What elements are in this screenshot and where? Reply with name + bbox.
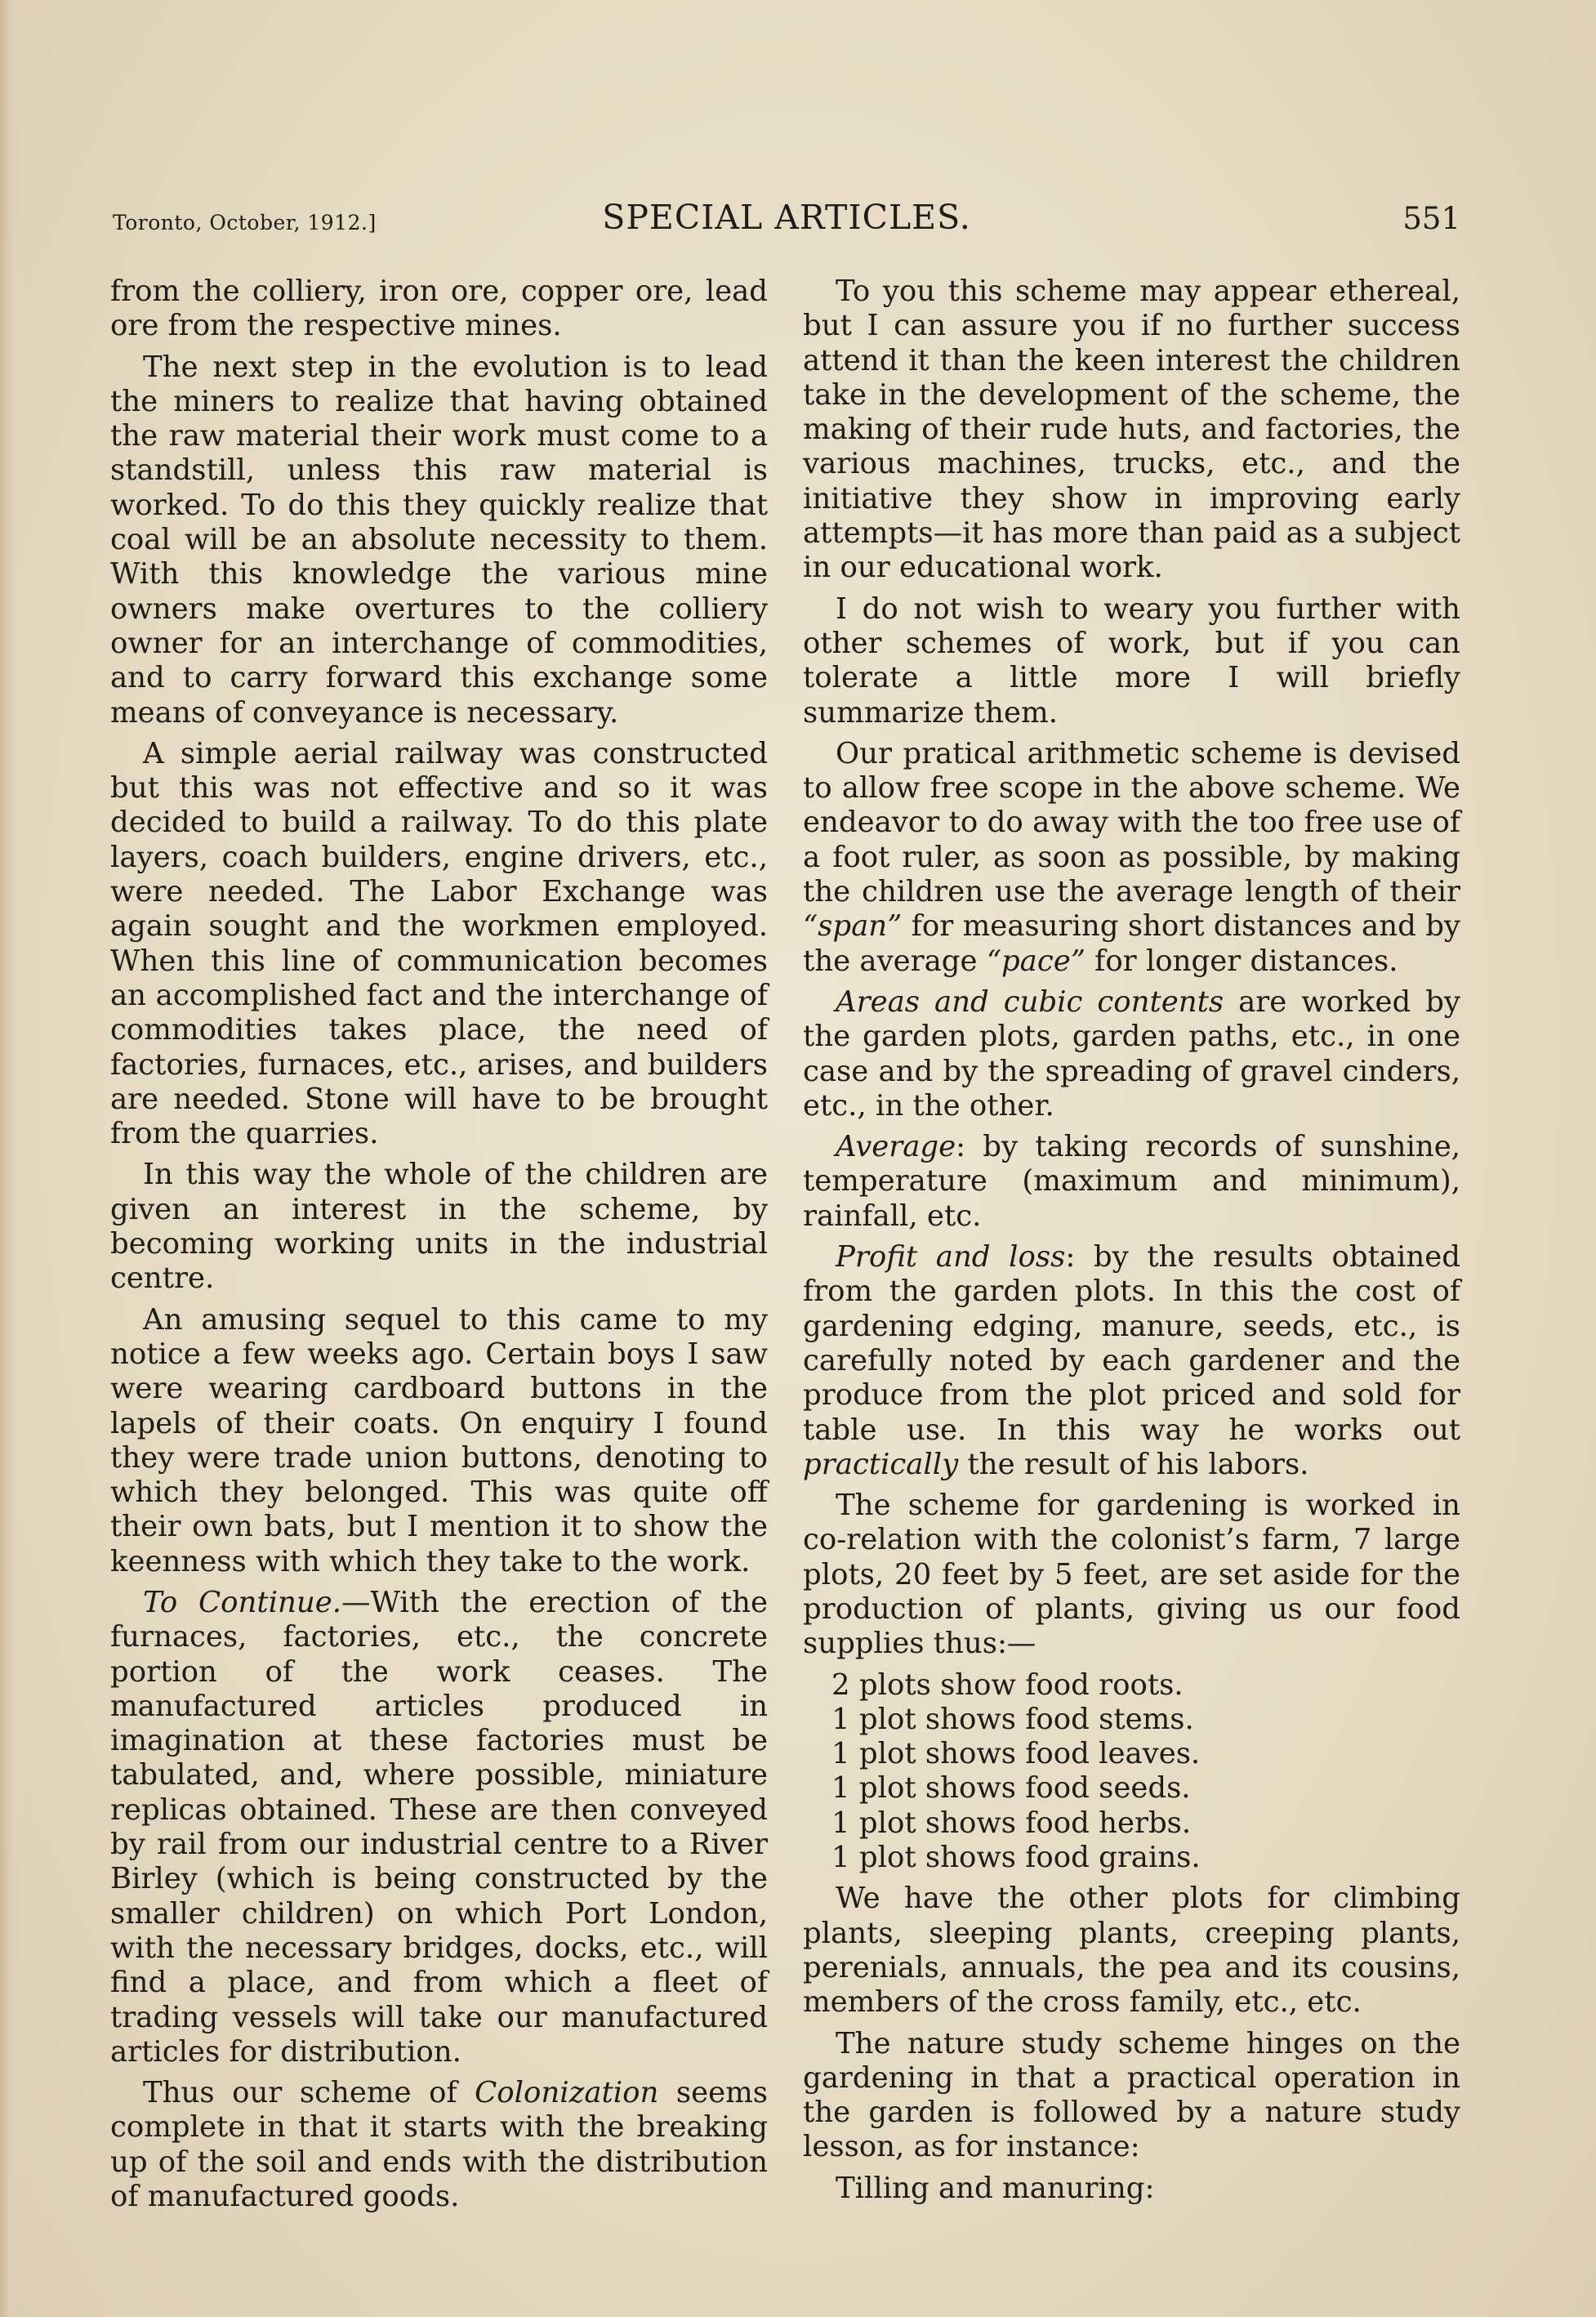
paragraph-emphasis: Colonization: [475, 2076, 659, 2110]
paragraph: I do not wish to weary you further with other schemes of work, but if you can tolerate a little more I will briefly summarize them.: [803, 592, 1460, 730]
paragraph: The nature study scheme hinges on the gardening in that a practical operation in the garden is followed by a nature study lesson, as for instance:: [803, 2026, 1460, 2164]
paragraph: [803, 1240, 1460, 1482]
paragraph-lead-italic: To Continue.: [143, 1585, 341, 1619]
list-item: 1 plot shows food grains.: [831, 1841, 1201, 1875]
page-binding-edge: [0, 0, 18, 2317]
paragraph-lead-italic: Average: [836, 1130, 956, 1164]
paragraph-text: : by the results obtained from the garden plots. In this the cost of gardening edging, manure, seeds, etc., is carefully noted by each gardener and the produce from the plot priced and sold for table use. In this way he works out: [803, 1240, 1460, 1447]
paragraph: We have the other plots for climbing plants, sleeping plants, creeping plants, perenials, annuals, the pea and its cousins, members of the cross family, etc., etc.: [803, 1882, 1460, 2020]
paragraph-lead-italic: Profit and loss: [836, 1240, 1066, 1275]
right-column: [803, 275, 1460, 2212]
paragraph: The next step in the evolution is to lead the miners to realize that having obtained the raw material their work must come to a standstill, unless this raw material is worked. To do this they quickly realize that coal will be an absolute necessity to them. With this knowledge the various mine owners make overtures to the colliery owner for an interchange of commodities, and to carry forward this exchange some means of conveyance is necessary.: [110, 350, 768, 730]
paragraph-text: Our pratical arithmetic scheme is devised to allow free scope in the above scheme. We endeavor to do away with the too free use of a foot ruler, as soon as possible, by making the children use the average length of their: [803, 736, 1460, 909]
paragraph-emphasis: “span”: [803, 909, 903, 944]
paragraph-text: for measuring short distances and by the average: [803, 909, 1460, 978]
paragraph-text: for longer distances.: [1085, 944, 1398, 978]
header-date-line: Toronto, October, 1912.]: [113, 211, 377, 234]
page-number: 551: [1402, 201, 1460, 236]
list-item: 1 plot shows food herbs.: [831, 1806, 1192, 1840]
list-item: 1 plot shows food stems.: [831, 1702, 1194, 1736]
paragraph-text: : by taking records of sunshine, temperature (maximum and minimum), rainfall, etc.: [803, 1130, 1460, 1233]
paragraph: [803, 985, 1460, 1123]
paragraph-lead-italic: Areas and cubic contents: [836, 984, 1224, 1019]
paragraph: [803, 737, 1460, 979]
list-item: 1 plot shows food leaves.: [831, 1737, 1201, 1771]
paragraph-text: the result of his labors.: [958, 1447, 1309, 1481]
paragraph: [803, 1130, 1460, 1234]
paragraph-text: —With the erection of the furnaces, factories, etc., the concrete portion of the work ceases. The manufactured articles produced in imagination at these factories must be tabulated, and, where possible, miniature replicas obtained. These are then conveyed by rail from our industrial centre to a River Birley (which is being constructed by the smaller children) on which Port London, with the necessary bridges, docks, etc., will find a place, and from which a fleet of trading vessels will take our manufactured articles for distribution.: [110, 1585, 768, 2069]
header-section-title: SPECIAL ARTICLES.: [602, 198, 971, 237]
paragraph: An amusing sequel to this came to my notice a few weeks ago. Certain boys I saw were wearing cardboard buttons in the lapels of their coats. On enquiry I found they were trade union buttons, denoting to which they belonged. This was quite off their own bats, but I mention it to show the keenness with which they take to the work.: [110, 1302, 768, 1578]
paragraph-text: are worked by the garden plots, garden paths, etc., in one case and by the spreading of gravel cinders, etc., in the other.: [803, 984, 1460, 1123]
paragraph: The scheme for gardening is worked in co-relation with the colonist’s farm, 7 large plots, 20 feet by 5 feet, are set aside for the production of plants, giving us our food supplies thus:—: [803, 1489, 1460, 1661]
paragraph-text: Thus our scheme of: [143, 2076, 475, 2110]
paragraph: Tilling and manuring:: [836, 2171, 1155, 2205]
paragraph: To you this scheme may appear ethereal, but I can assure you if no further success attend it than the keen interest the children take in the development of the scheme, the making of their rude huts, and factories, the various machines, trucks, etc., and the initiative they show in improving early attempts—it has more than paid as a subject in our educational work.: [803, 275, 1460, 585]
paragraph-text: seems complete in that it starts with the breaking up of the soil and ends with the distribution of manufactured goods.: [110, 2076, 768, 2214]
left-column: [110, 275, 768, 2221]
list-item: 1 plot shows food seeds.: [831, 1771, 1191, 1806]
paragraph: [110, 2076, 768, 2214]
paragraph: [110, 1586, 768, 2069]
running-header: [113, 194, 1460, 243]
paragraph: A simple aerial railway was constructed but this was not effective and so it was decided to build a railway. To do this plate layers, coach builders, engine drivers, etc., were needed. The Labor Exchange was again sought and the workmen employed. When this line of communication becomes an accomplished fact and the interchange of commodities takes place, the need of factories, furnaces, etc., arises, and builders are needed. Stone will have to be brought from the quarries.: [110, 736, 768, 1151]
paragraph-emphasis: “pace”: [986, 944, 1086, 978]
paragraph: In this way the whole of the children are given an interest in the scheme, by becoming working units in the industrial centre.: [110, 1158, 768, 1296]
paragraph-emphasis: practically: [803, 1447, 959, 1481]
list-item: 2 plots show food roots.: [831, 1667, 1184, 1702]
paragraph: from the colliery, iron ore, copper ore, lead ore from the respective mines.: [110, 275, 768, 343]
